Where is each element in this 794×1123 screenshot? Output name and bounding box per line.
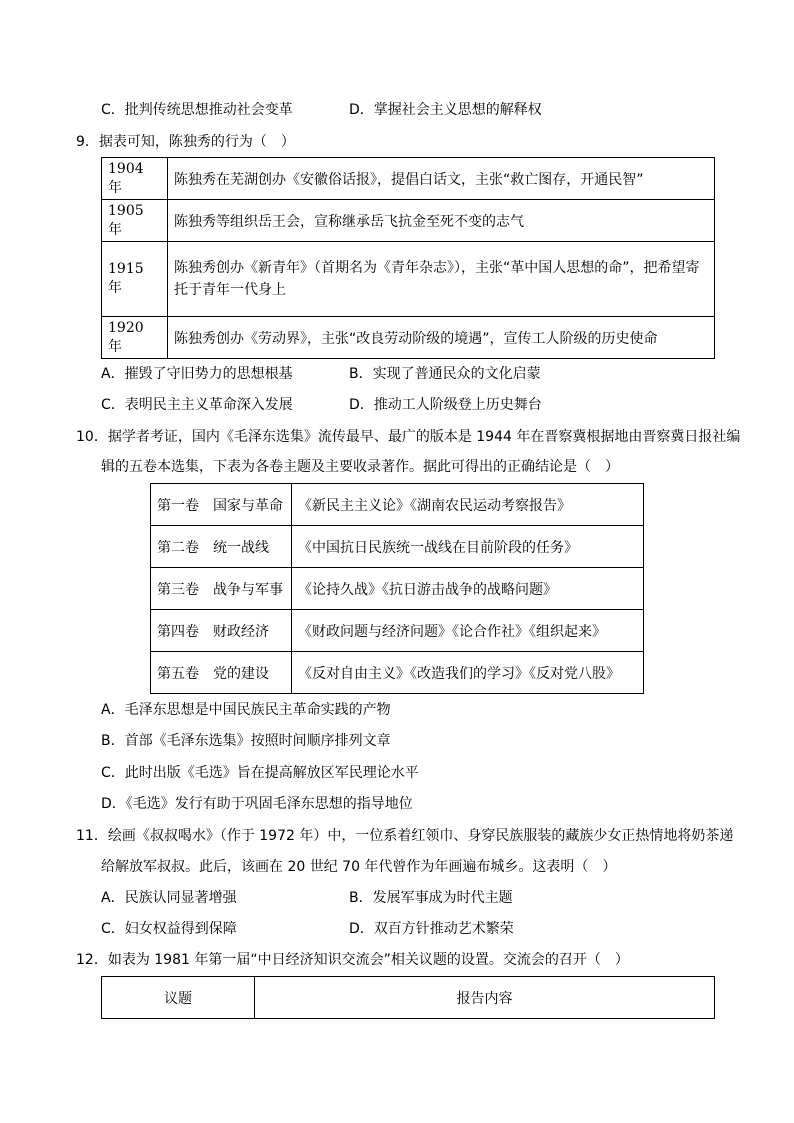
- works-cell: 《新民主主义论》《湖南农民运动考察报告》: [292, 484, 644, 526]
- event-cell: 陈独秀创办《劳动界》，主张“改良劳动阶级的境遇”，宣传工人阶级的历史使命: [168, 317, 715, 359]
- table-row: [151, 484, 644, 526]
- q11-stem-line1: 11．绘画《叔叔喝水》（作于 1972 年）中，一位系着红领巾、身穿民族服装的藏族少女正热情地将奶茶递: [76, 828, 734, 844]
- q10-option-d: D．《毛选》发行有助于巩固毛泽东思想的指导地位: [101, 796, 413, 812]
- works-cell: 《财政问题与经济问题》《论合作社》《组织起来》: [292, 610, 644, 652]
- column-header-topic: 议题: [102, 977, 255, 1019]
- table-row: [151, 526, 644, 568]
- year-cell: 1904 年: [102, 158, 168, 200]
- year-cell: 1915 年: [102, 242, 168, 317]
- q10-option-a: A．毛泽东思想是中国民族民主革命实践的产物: [101, 702, 391, 718]
- q11-stem-line2: 给解放军叔叔。此后，该画在 20 世纪 70 年代曾作为年画遍布城乡。这表明（ ）: [101, 859, 617, 875]
- table-row: [102, 242, 715, 317]
- year-cell: 1905 年: [102, 200, 168, 242]
- q12-stem: 12．如表为 1981 年第一届“中日经济知识交流会”相关议题的设置。交流会的召开（ ）: [76, 952, 629, 968]
- year-cell: 1920 年: [102, 317, 168, 359]
- table-row: [102, 158, 715, 200]
- q10-option-c: C．此时出版《毛选》旨在提高解放区军民理论水平: [101, 765, 419, 781]
- table-row: [102, 200, 715, 242]
- q11-option-b: B．发展军事成为时代主题: [349, 890, 513, 906]
- q11-option-c: C．妇女权益得到保障: [101, 921, 237, 937]
- volume-cell: 第五卷 党的建设: [151, 652, 292, 694]
- q10-stem-line1: 10．据学者考证，国内《毛泽东选集》流传最早、最广的版本是 1944 年在晋察冀根据地由晋察冀日报社编: [76, 429, 741, 445]
- q9-option-a: A．摧毁了守旧势力的思想根基: [101, 366, 293, 382]
- q12-table: [101, 976, 715, 1019]
- q8-option-c: C．批判传统思想推动社会变革: [101, 102, 293, 118]
- q9-stem: 9．据表可知，陈独秀的行为（ ）: [76, 134, 295, 150]
- works-cell: 《论持久战》《抗日游击战争的战略问题》: [292, 568, 644, 610]
- table-row: [151, 652, 644, 694]
- q10-option-b: B．首部《毛泽东选集》按照时间顺序排列文章: [101, 733, 391, 749]
- table-row: [102, 317, 715, 359]
- q9-option-b: B．实现了普通民众的文化启蒙: [349, 366, 541, 382]
- q10-table: [150, 483, 644, 694]
- event-cell: 陈独秀在芜湖创办《安徽俗话报》，提倡白话文，主张“救亡图存，开通民智”: [168, 158, 715, 200]
- q11-option-a: A．民族认同显著增强: [101, 890, 237, 906]
- works-cell: 《反对自由主义》《改造我们的学习》《反对党八股》: [292, 652, 644, 694]
- volume-cell: 第二卷 统一战线: [151, 526, 292, 568]
- q9-option-d: D．推动工人阶级登上历史舞台: [349, 397, 542, 413]
- works-cell: 《中国抗日民族统一战线在目前阶段的任务》: [292, 526, 644, 568]
- table-row: [151, 568, 644, 610]
- q9-option-c: C．表明民主主义革命深入发展: [101, 397, 293, 413]
- volume-cell: 第一卷 国家与革命: [151, 484, 292, 526]
- q9-table: [101, 157, 715, 359]
- event-cell: 陈独秀创办《新青年》（首期名为《青年杂志》），主张“革中国人思想的命”，把希望寄托于青年一代身上: [168, 242, 715, 317]
- table-header-row: [102, 977, 715, 1019]
- column-header-content: 报告内容: [255, 977, 715, 1019]
- table-row: [151, 610, 644, 652]
- volume-cell: 第三卷 战争与军事: [151, 568, 292, 610]
- event-cell: 陈独秀等组织岳王会，宣称继承岳飞抗金至死不变的志气: [168, 200, 715, 242]
- q11-option-d: D．双百方针推动艺术繁荣: [349, 921, 514, 937]
- q10-stem-line2: 辑的五卷本选集，下表为各卷主题及主要收录著作。据此可得出的正确结论是（ ）: [101, 459, 619, 475]
- q8-option-d: D．掌握社会主义思想的解释权: [349, 102, 542, 118]
- volume-cell: 第四卷 财政经济: [151, 610, 292, 652]
